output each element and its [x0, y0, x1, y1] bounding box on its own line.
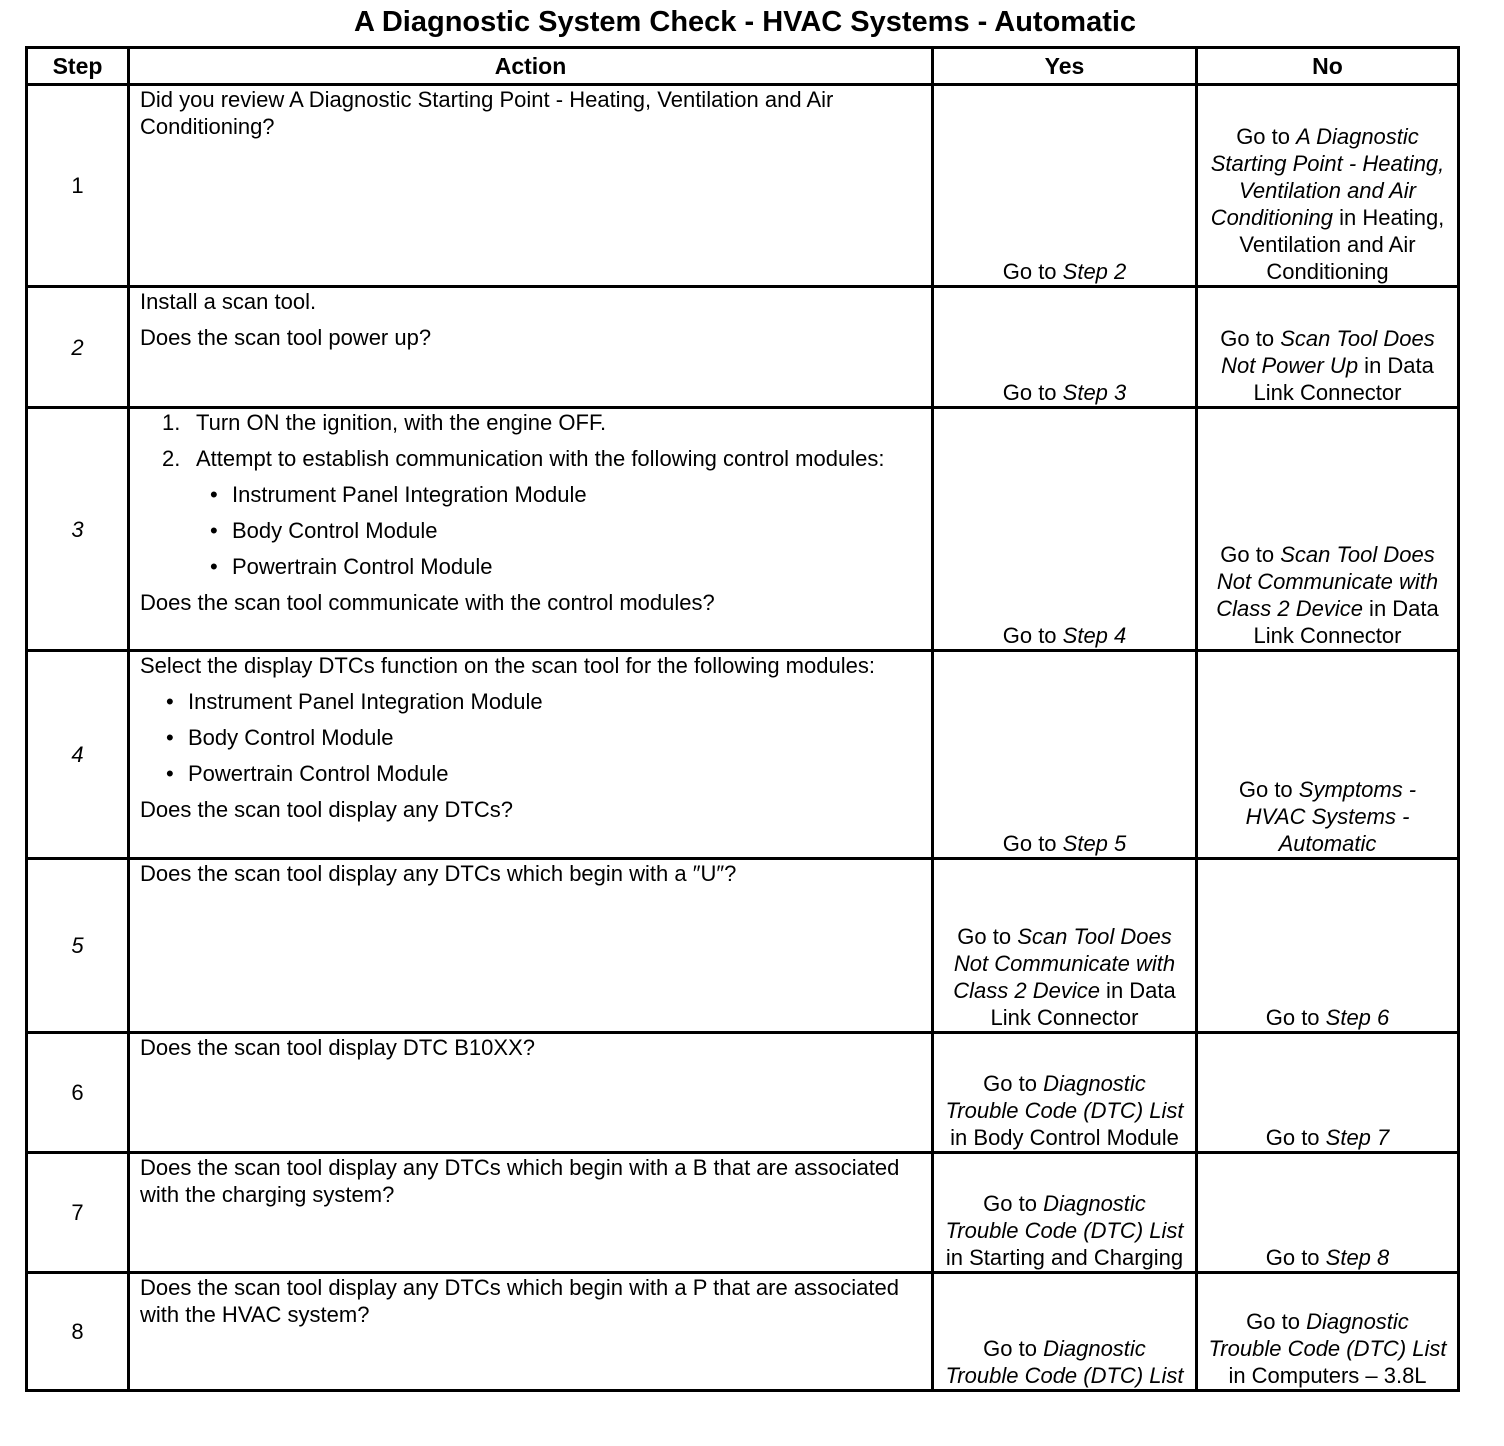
goto-link: Step 6: [1325, 1005, 1390, 1030]
step-number: 1: [27, 85, 129, 287]
no-cell: Go to Step 6: [1197, 859, 1459, 1033]
goto-link: Diagnostic Trouble Code (DTC) List: [945, 1071, 1184, 1123]
table-row: [27, 1033, 1459, 1153]
action-line: Install a scan tool.: [140, 289, 317, 314]
action-question: Does the scan tool communicate with the control modules?: [140, 590, 715, 615]
header-yes: Yes: [933, 48, 1197, 85]
action-cell: [129, 859, 933, 1033]
no-cell: Go to Step 8: [1197, 1153, 1459, 1273]
action-cell: [129, 408, 933, 651]
no-cell: Go to Scan Tool Does Not Power Up in Data Link Connector: [1197, 287, 1459, 408]
no-cell: Go to Scan Tool Does Not Communicate with Class 2 Device in Data Link Connector: [1197, 408, 1459, 651]
goto-link: Scan Tool Does Not Communicate with Class 2 Device: [953, 924, 1176, 1003]
table-row: [27, 287, 1459, 408]
goto-link: Diagnostic Trouble Code (DTC) List: [945, 1191, 1184, 1243]
header-row: [27, 48, 1459, 85]
table-row: [27, 1153, 1459, 1273]
action-question: Does the scan tool display DTC B10XX?: [140, 1035, 535, 1060]
goto-link: Scan Tool Does Not Power Up: [1221, 326, 1435, 378]
no-cell: Go to Step 7: [1197, 1033, 1459, 1153]
header-step: Step: [27, 48, 129, 85]
step-number: 3: [27, 408, 129, 651]
no-cell: Go to Diagnostic Trouble Code (DTC) List in Computers – 3.8L: [1197, 1273, 1459, 1391]
yes-cell: Go to Scan Tool Does Not Communicate with Class 2 Device in Data Link Connector: [933, 859, 1197, 1033]
numbered-step: 2. Attempt to establish communication with the following control modules:: [162, 446, 885, 471]
diagnostic-table: [25, 46, 1460, 1392]
yes-cell: Go to Step 2: [933, 85, 1197, 287]
action-question: Does the scan tool display any DTCs which begin with a P that are associated with the HVAC system?: [140, 1275, 899, 1327]
bullet-item: • Body Control Module: [166, 725, 394, 750]
goto-link: Step 5: [1062, 831, 1127, 856]
header-action: Action: [129, 48, 933, 85]
table-row: [27, 85, 1459, 287]
step-number: 5: [27, 859, 129, 1033]
action-cell: [129, 1273, 933, 1391]
step-number: 2: [27, 287, 129, 408]
step-number: 6: [27, 1033, 129, 1153]
goto-link: Symptoms - HVAC Systems - Automatic: [1245, 777, 1417, 856]
numbered-step: 1. Turn ON the ignition, with the engine OFF.: [162, 410, 607, 435]
yes-cell: Go to Diagnostic Trouble Code (DTC) List in Starting and Charging: [933, 1153, 1197, 1273]
action-cell: [129, 1153, 933, 1273]
action-question: Does the scan tool display any DTCs which begin with a B that are associated with the charging system?: [140, 1155, 900, 1207]
table-row: [27, 408, 1459, 651]
action-question: Does the scan tool display any DTCs which begin with a ″U″?: [140, 861, 737, 886]
yes-cell: Go to Diagnostic Trouble Code (DTC) List: [933, 1273, 1197, 1391]
action-question: Did you review A Diagnostic Starting Point - Heating, Ventilation and Air Conditioning?: [140, 87, 834, 139]
goto-link: Step 3: [1062, 380, 1127, 405]
bullet-item: • Body Control Module: [210, 518, 438, 543]
goto-link: Step 8: [1325, 1245, 1390, 1270]
action-cell: [129, 651, 933, 859]
no-cell: Go to A Diagnostic Starting Point - Heating, Ventilation and Air Conditioning in Heating, Ventilation and Air Conditioning: [1197, 85, 1459, 287]
page-title: A Diagnostic System Check - HVAC Systems - Automatic: [353, 6, 1137, 38]
step-number: 7: [27, 1153, 129, 1273]
yes-cell: Go to Step 4: [933, 408, 1197, 651]
table-row: [27, 651, 1459, 859]
goto-link: Step 2: [1062, 259, 1127, 284]
bullet-item: • Instrument Panel Integration Module: [210, 482, 587, 507]
goto-link: Diagnostic Trouble Code (DTC) List: [945, 1336, 1184, 1388]
goto-link: Step 7: [1325, 1125, 1390, 1150]
table-row: [27, 1273, 1459, 1391]
goto-link: Step 4: [1062, 623, 1127, 648]
goto-link: A Diagnostic Starting Point - Heating, Ventilation and Air Conditioning: [1210, 124, 1445, 230]
action-question: Does the scan tool display any DTCs?: [140, 797, 513, 822]
step-number: 4: [27, 651, 129, 859]
action-question: Does the scan tool power up?: [140, 325, 432, 350]
bullet-item: • Powertrain Control Module: [210, 554, 493, 579]
bullet-item: • Instrument Panel Integration Module: [166, 689, 543, 714]
goto-link: Scan Tool Does Not Communicate with Class 2 Device: [1216, 542, 1439, 621]
yes-cell: Go to Step 3: [933, 287, 1197, 408]
action-cell: [129, 85, 933, 287]
yes-cell: Go to Step 5: [933, 651, 1197, 859]
header-no: No: [1197, 48, 1459, 85]
action-cell: [129, 1033, 933, 1153]
step-number: 8: [27, 1273, 129, 1391]
no-cell: Go to Symptoms - HVAC Systems - Automatic: [1197, 651, 1459, 859]
table-row: [27, 859, 1459, 1033]
action-intro: Select the display DTCs function on the scan tool for the following modules:: [140, 653, 875, 678]
bullet-item: • Powertrain Control Module: [166, 761, 449, 786]
action-cell: [129, 287, 933, 408]
goto-link: Diagnostic Trouble Code (DTC) List: [1208, 1309, 1447, 1361]
yes-cell: Go to Diagnostic Trouble Code (DTC) List in Body Control Module: [933, 1033, 1197, 1153]
